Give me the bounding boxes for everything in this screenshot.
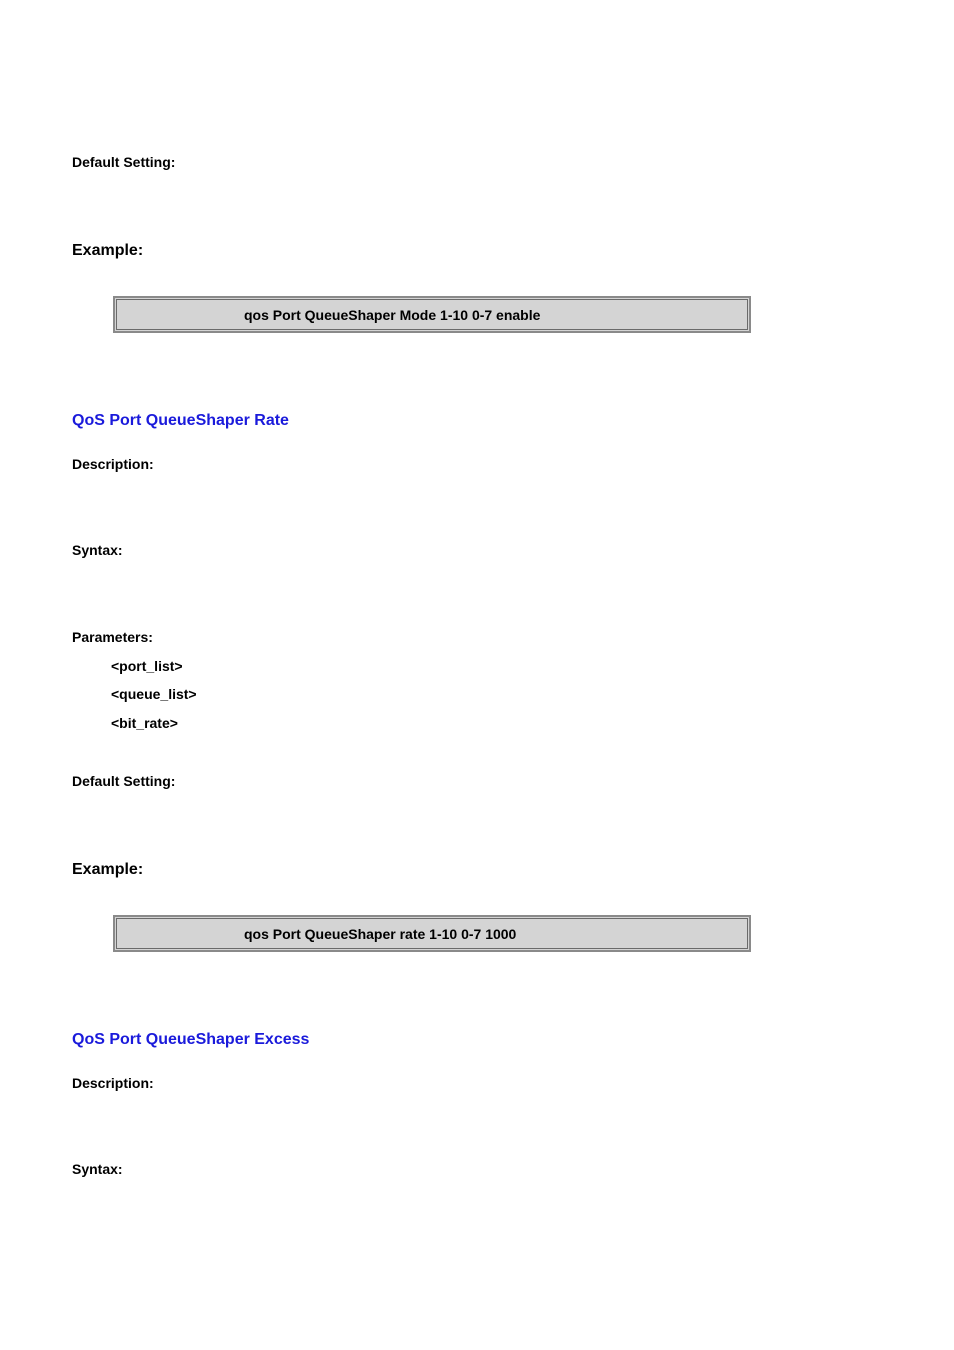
description-heading: Description: bbox=[72, 456, 154, 472]
parameters-heading: Parameters: bbox=[72, 629, 153, 645]
syntax-heading: Syntax: bbox=[72, 1161, 123, 1177]
parameter-queue-list: <queue_list> bbox=[111, 686, 197, 702]
example-heading: Example: bbox=[72, 242, 144, 259]
parameter-bit-rate: <bit_rate> bbox=[111, 715, 178, 731]
section-title-queueshaper-rate: QoS Port QueueShaper Rate bbox=[72, 412, 289, 429]
parameter-port-list: <port_list> bbox=[111, 658, 183, 674]
example-command-text: qos Port QueueShaper rate 1-10 0-7 1000 bbox=[244, 926, 517, 942]
default-setting-heading: Default Setting: bbox=[72, 154, 176, 170]
example-heading: Example: bbox=[72, 861, 144, 878]
description-heading: Description: bbox=[72, 1075, 154, 1091]
example-command-box bbox=[113, 296, 751, 333]
default-setting-heading: Default Setting: bbox=[72, 773, 176, 789]
example-command-text: qos Port QueueShaper Mode 1-10 0-7 enable bbox=[244, 307, 541, 323]
section-title-queueshaper-excess: QoS Port QueueShaper Excess bbox=[72, 1031, 310, 1048]
example-command-box bbox=[113, 915, 751, 952]
syntax-heading: Syntax: bbox=[72, 542, 123, 558]
